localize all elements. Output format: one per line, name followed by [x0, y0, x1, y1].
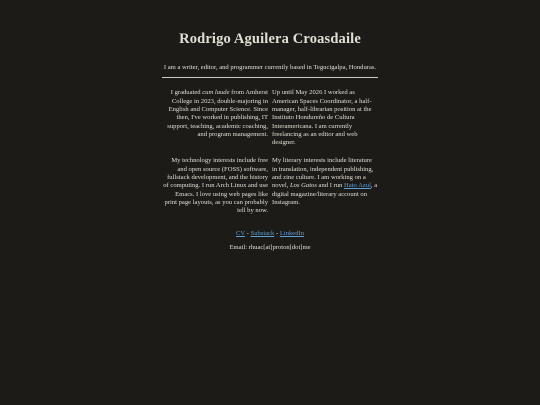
- literary-text-after: , a digital magazine/literary account on Instagram.: [272, 182, 378, 206]
- divider: [162, 77, 378, 78]
- tech-paragraph: My technology interests include free and open source (FOSS) software, fullstack development, and the history of computing. I run Arch Linux and use Emacs. I love using web pages like print page layouts, as you can probably tell by now.: [163, 157, 268, 215]
- link-separator: -: [245, 229, 251, 237]
- literary-text-before: My literary interests include literature in translation, independent publishing, and zine culture. I am working on a novel,: [272, 157, 374, 190]
- substack-link[interactable]: Substack: [250, 229, 275, 237]
- cum-laude-emphasis: cum laude: [202, 89, 230, 97]
- literary-text-middle: and I run: [316, 182, 344, 190]
- work-paragraph: Up until May 2026 I worked as American Spaces Coordinator, a half-manager, half-librarian position at the Instituto Hondureño de Cultura Interamericana. I am currently freelancing as an editor and web designer.: [272, 89, 372, 147]
- main-content: [162, 30, 378, 252]
- novel-title: Los Gatos: [289, 182, 317, 190]
- bio-row-1: [162, 89, 378, 147]
- linkedin-link[interactable]: LinkedIn: [279, 229, 305, 237]
- page-title: Rodrigo Aguilera Croasdaile: [179, 31, 361, 47]
- literary-paragraph: [272, 157, 378, 215]
- link-separator: -: [274, 229, 280, 237]
- education-text-before: I graduated: [170, 89, 203, 97]
- education-text-after: from Amherst College in 2023, double-majoring in English and Computer Science. Since then, I've worked in publishing, IT support, teaching, academic coaching, and program management.: [167, 89, 268, 138]
- education-paragraph: [162, 89, 268, 147]
- intro-text: I am a writer, editor, and programmer currently based in Tegucigalpa, Honduras.: [163, 64, 377, 71]
- bio-row-2: [162, 157, 378, 215]
- social-links: [162, 230, 378, 238]
- cv-link[interactable]: CV: [235, 229, 246, 237]
- hato-azul-link[interactable]: Hato Azul: [344, 182, 371, 190]
- email-text: Email: rhuac[at]proton[dot]me: [229, 243, 311, 251]
